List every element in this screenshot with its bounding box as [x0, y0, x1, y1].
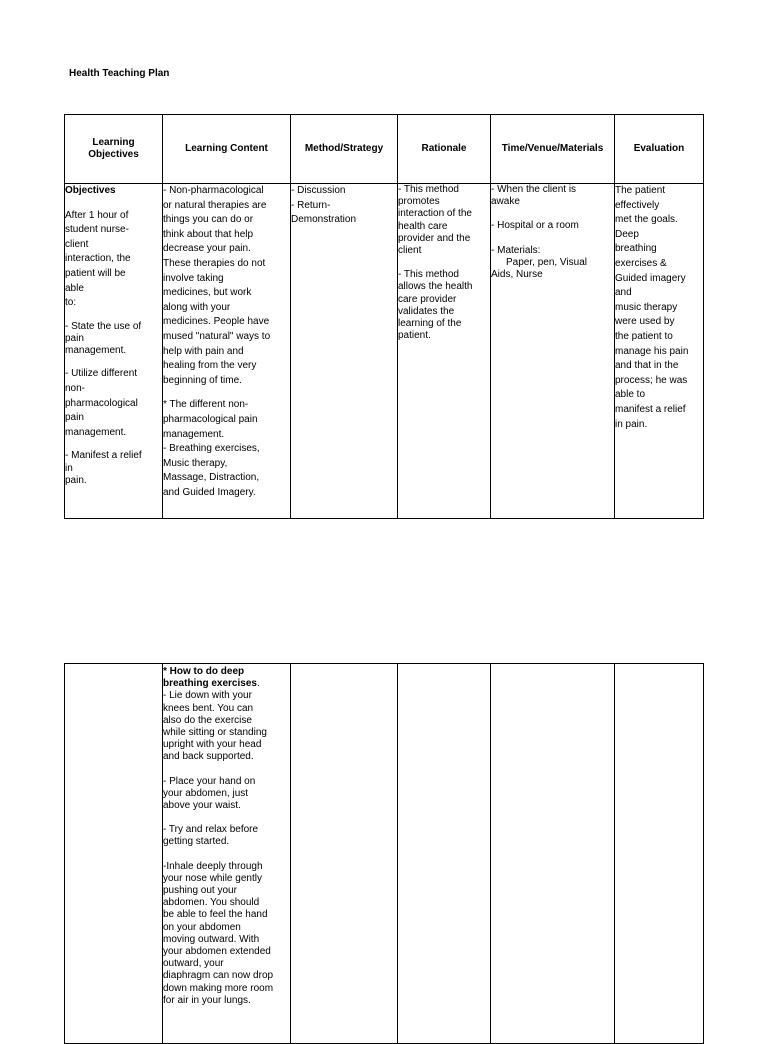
teaching-plan-continuation-table [64, 663, 704, 1044]
content-paragraph: - Non-pharmacological or natural therapies are things you can do or think about that help decrease your pain. These therapies do not involve taking medicines, but work along with your medicines. People have mused "natural" ways to help with pain and healing from the very beginning of time. [163, 185, 271, 386]
content-paragraph: * The different non- pharmacological pain management. - Breathing exercises, Music therapy, Massage, Distraction, and Guided Imagery. [163, 399, 260, 498]
objective-item: - Utilize different non- pharmacological pain management. [65, 368, 138, 438]
breathing-step: - Lie down with your knees bent. You can also do the exercise while sitting or standing upright with your head and back supported. [163, 690, 267, 763]
learning-content-cell [163, 184, 291, 519]
deep-breathing-cell [163, 664, 291, 1044]
document-title: Health Teaching Plan [69, 68, 170, 79]
header-rationale: Rationale [398, 115, 491, 184]
objectives-cell [65, 184, 163, 519]
empty-cell [615, 664, 704, 1044]
rationale-paragraph: - This method promotes interaction of the health care provider and the client [398, 184, 472, 257]
empty-cell [398, 664, 491, 1044]
empty-cell [291, 664, 398, 1044]
header-evaluation: Evaluation [615, 115, 704, 184]
objectives-intro: After 1 hour of student nurse- client interaction, the patient will be able to: [65, 209, 131, 309]
header-learning-content: Learning Content [163, 115, 291, 184]
breathing-step: - Try and relax before getting started. [163, 824, 259, 848]
rationale-paragraph: - This method allows the health care provider validates the learning of the patient. [398, 269, 473, 342]
objective-item: - Manifest a relief in pain. [65, 450, 142, 486]
table-row [65, 664, 704, 1044]
teaching-plan-table [64, 114, 704, 519]
evaluation-cell: The patient effectively met the goals. Deep breathing exercises & Guided imagery and music therapy were used by the patient to manage his pain and that in the process; he was able to manifest a relief in pain. [615, 184, 704, 519]
breathing-step: - Place your hand on your abdomen, just above your waist. [163, 775, 256, 812]
empty-cell [65, 664, 163, 1044]
empty-cell [491, 664, 615, 1044]
table-row [65, 184, 704, 519]
time-venue-materials-cell: - When the client is awake - Hospital or a room - Materials: Paper, pen, Visual Aids, Nurse [491, 184, 615, 519]
breathing-step: -Inhale deeply through your nose while gently pushing out your abdomen. You should be able to feel the hand on your abdomen moving outward. With your abdomen extended outward, your diaphragm can now drop down making more room for air in your lungs. [163, 860, 274, 1006]
objectives-heading: Objectives [65, 185, 116, 196]
header-row [65, 115, 704, 184]
header-method-strategy: Method/Strategy [291, 115, 398, 184]
deep-breathing-heading: * How to do deep breathing exercises. [163, 666, 260, 690]
objective-item: - State the use of pain management. [65, 320, 142, 357]
method-strategy-cell: - Discussion - Return- Demonstration [291, 184, 398, 519]
header-learning-objectives: Learning Objectives [65, 115, 163, 184]
header-time-venue-materials: Time/Venue/Materials [491, 115, 615, 184]
rationale-cell [398, 184, 491, 519]
